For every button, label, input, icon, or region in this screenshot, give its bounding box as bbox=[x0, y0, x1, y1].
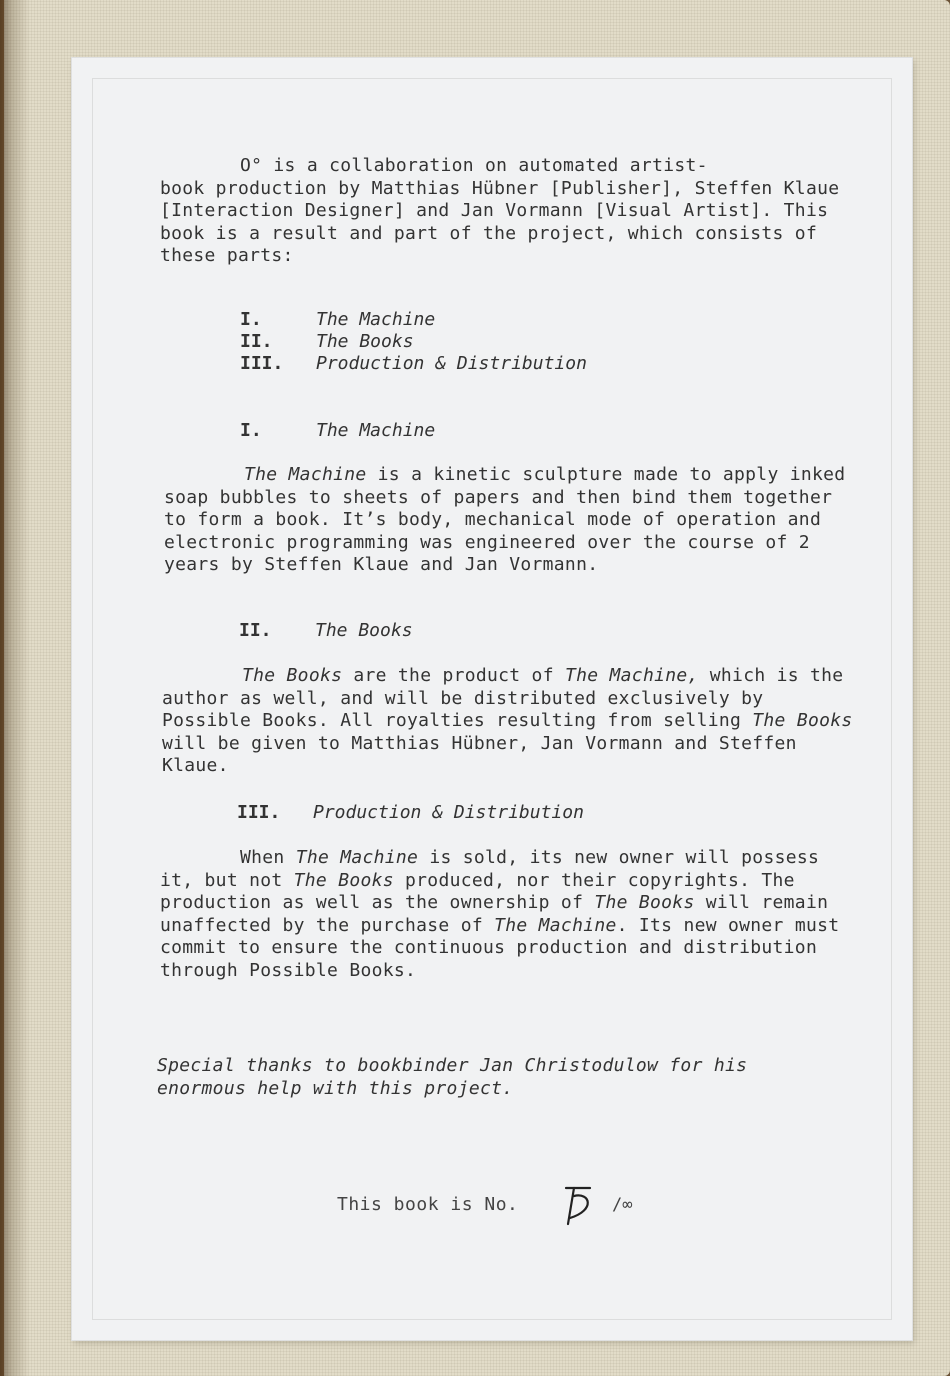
toc-number: III. bbox=[240, 353, 284, 374]
section-heading-3 bbox=[237, 802, 584, 824]
section-2-body bbox=[162, 665, 862, 778]
printed-page bbox=[72, 58, 912, 1340]
edition-label: This book is No. bbox=[337, 1194, 519, 1215]
body-italic: The Books bbox=[293, 869, 394, 891]
section-1-body bbox=[164, 464, 864, 577]
body-italic: The Books bbox=[752, 710, 853, 731]
section-title: The Machine bbox=[316, 420, 436, 441]
section-heading-2 bbox=[239, 620, 413, 642]
section-title: Production & Distribution bbox=[313, 802, 584, 823]
body-text: will be given to Matthias Hübner, Jan Vormann and Steffen Klaue. bbox=[162, 710, 864, 776]
intro-first-line: O° is a collaboration on automated artist- bbox=[240, 155, 708, 176]
book-spine-shadow bbox=[0, 0, 30, 1376]
body-text: are the product of bbox=[342, 665, 565, 686]
body-text: which is the author as well, and will be distributed exclusively by Possible Books. All royalties resulting from selling bbox=[162, 665, 855, 731]
toc-title: The Machine bbox=[316, 309, 436, 330]
section-number: I. bbox=[240, 420, 262, 441]
body-italic: The Machine bbox=[244, 464, 367, 485]
body-italic: The Books bbox=[594, 892, 695, 913]
body-text: When bbox=[240, 847, 296, 868]
toc-title: Production & Distribution bbox=[316, 353, 587, 374]
body-italic: The Machine bbox=[494, 914, 617, 936]
handwritten-number-mark bbox=[560, 1182, 600, 1228]
body-italic: The Books bbox=[242, 665, 343, 686]
body-italic: The Machine, bbox=[564, 665, 699, 686]
body-text: is sold, its new owner will possess it, but not bbox=[160, 847, 831, 891]
toc-title: The Books bbox=[316, 331, 414, 352]
section-title: The Books bbox=[315, 620, 413, 641]
body-text: is a kinetic sculpture made to apply inked soap bubbles to sheets of papers and then bind them together to form a book. It’s body, mechanical mode of operation and electronic programming was engineered over the course of 2 years by Steffen Klaue and Jan Vormann. bbox=[164, 464, 857, 575]
body-text: . Its new owner must commit to ensure the continuous production and distribution through Possible Books. bbox=[160, 914, 851, 981]
toc-item-3 bbox=[240, 353, 587, 375]
intro-paragraph bbox=[160, 155, 860, 268]
toc-item-1 bbox=[240, 309, 435, 331]
section-3-body bbox=[160, 847, 860, 982]
body-text: will remain unaffected by the purchase of bbox=[160, 892, 840, 936]
section-heading-1 bbox=[240, 420, 435, 442]
toc-number: II. bbox=[240, 331, 273, 352]
toc-item-2 bbox=[240, 331, 414, 353]
section-number: II. bbox=[239, 620, 272, 641]
special-thanks: Special thanks to bookbinder Jan Christodulow for his enormous help with this project. bbox=[157, 1055, 759, 1099]
body-text: produced, nor their copyrights. The production as well as the ownership of bbox=[160, 869, 806, 913]
toc-number: I. bbox=[240, 309, 262, 330]
intro-rest: book production by Matthias Hübner [Publisher], Steffen Klaue [Interaction Designer] and Jan Vormann [Visual Artist]. This book is a result and part of the project, which consists of these parts: bbox=[160, 177, 851, 266]
body-italic: The Machine bbox=[295, 847, 419, 868]
edition-infinity: /∞ bbox=[612, 1195, 633, 1215]
section-number: III. bbox=[237, 802, 281, 823]
